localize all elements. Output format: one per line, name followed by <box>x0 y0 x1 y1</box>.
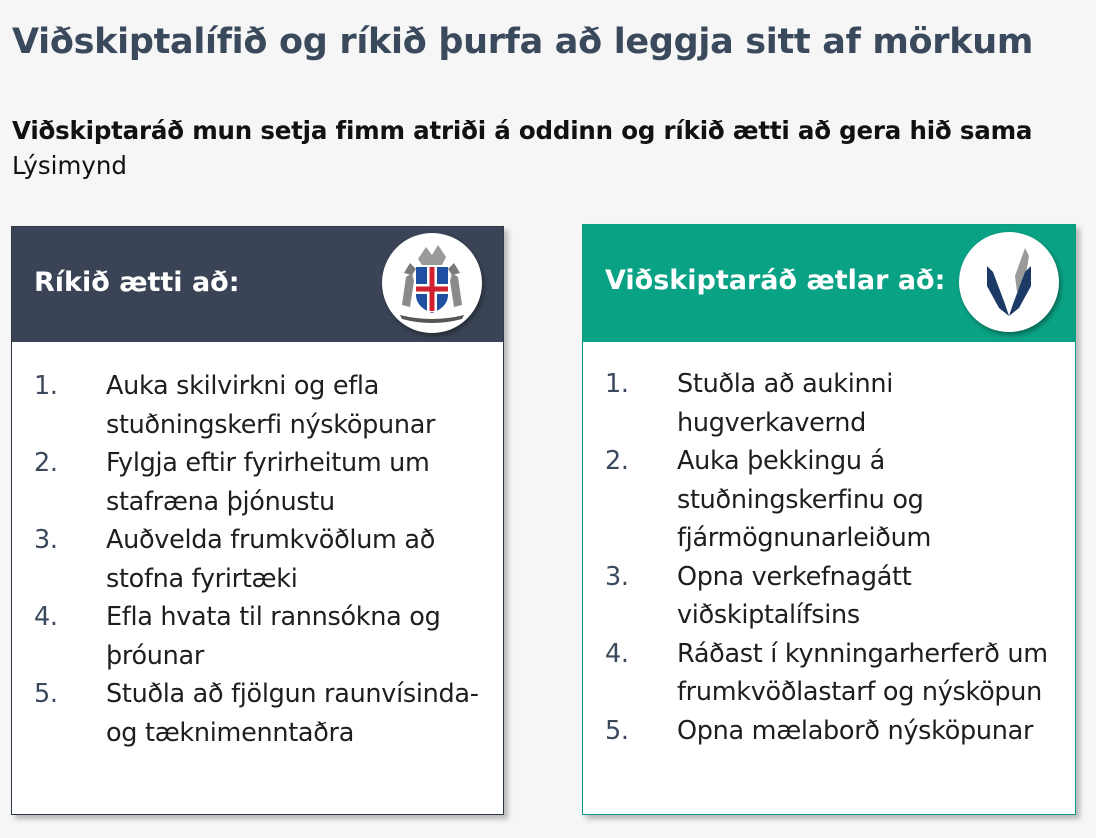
chamber-card-title: Viðskiptaráð ætlar að: <box>605 265 946 296</box>
list-item: 2. Fylgja eftir fyrirheitum um stafræna þjónustu <box>34 448 430 517</box>
page-title: Viðskiptalífið og ríkið þurfa að leggja sitt af mörkum <box>12 22 1034 62</box>
caption: Lýsimynd <box>12 151 127 180</box>
list-item: 1. Auka skilvirkni og efla stuðningskerfi nýsköpunar <box>34 371 436 440</box>
government-action-list <box>12 367 503 752</box>
coat-of-arms-icon <box>382 233 482 333</box>
chamber-logo-icon <box>959 232 1059 332</box>
list-item: 3. Opna verkefnagátt viðskiptalífsins <box>605 561 912 630</box>
chamber-card <box>582 224 1076 815</box>
list-item: 4. Ráðast í kynningarherferð um frumkvöðlastarf og nýsköpun <box>605 638 1048 707</box>
government-card <box>11 226 504 815</box>
list-item: 5. Stuðla að fjölgun raunvísinda- og tæknimenntaðra <box>34 679 479 748</box>
list-item: 5. Opna mælaborð nýsköpunar <box>605 715 1034 746</box>
list-item: 2. Auka þekkingu á stuðningskerfinu og fjármögnunarleiðum <box>605 446 932 553</box>
list-item: 1. Stuðla að aukinni hugverkavernd <box>605 369 894 438</box>
list-item: 3. Auðvelda frumkvöðlum að stofna fyrirtæki <box>34 525 436 594</box>
list-item: 4. Efla hvata til rannsókna og þróunar <box>34 602 441 671</box>
subtitle: Viðskiptaráð mun setja fimm atriði á oddinn og ríkið ætti að gera hið sama <box>12 116 1033 145</box>
government-card-title: Ríkið ætti að: <box>34 267 240 298</box>
chamber-action-list <box>583 365 1075 750</box>
